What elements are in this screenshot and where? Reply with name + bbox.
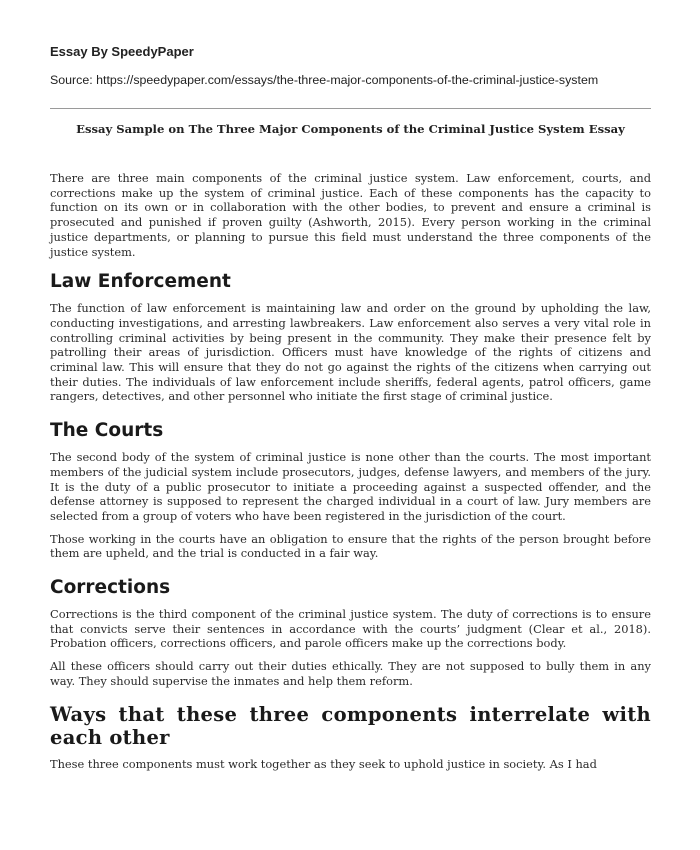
intro-paragraph: There are three main components of the criminal justice system. Law enforcement, courts, and corrections make up the system of criminal justice. Each of these components has the capacity to function on its own or in collaboration with the other bodies, to prevent and ensure a criminal is prosecuted and punished if proven guilty (Ashworth, 2015). Every person working in the criminal justice departments, or planning to pursue this field must understand the three components of the justice system. bbox=[50, 171, 651, 259]
essay-title: Essay Sample on The Three Major Components of the Criminal Justice System Essay bbox=[76, 122, 625, 136]
courts-paragraph-1: The second body of the system of criminal justice is none other than the courts. The most important members of the judicial system include prosecutors, judges, defense lawyers, and members of the jury. It is the duty of a public prosecutor to initiate a proceeding against a suspected offender, and the defense attorney is supposed to represent the charged individual in a court of law. Jury members are selected from a group of voters who have been registered in the jurisdiction of the court. bbox=[50, 450, 651, 523]
essay-author: Essay By SpeedyPaper bbox=[50, 44, 194, 59]
interrelate-paragraph: These three components must work together as they seek to uphold justice in society. As I had bbox=[50, 756, 597, 771]
corrections-paragraph-2: All these officers should carry out their duties ethically. They are not supposed to bully them in any way. They should supervise the inmates and help them reform. bbox=[50, 659, 651, 688]
courts-paragraph-2: Those working in the courts have an obligation to ensure that the rights of the person brought before them are upheld, and the trial is conducted in a fair way. bbox=[50, 531, 651, 561]
section-heading-law-enforcement: Law Enforcement bbox=[50, 271, 231, 293]
section-heading-interrelate: Ways that these three components interrelate with each other bbox=[50, 702, 651, 749]
law-enforcement-paragraph: The function of law enforcement is maintaining law and order on the ground by upholding the law, conducting investigations, and arresting lawbreakers. Law enforcement also serves a very vital role in controlling criminal activities by being present in the community. They make their presence felt by patrolling their areas of jurisdiction. Officers must have knowledge of the rights of citizens and criminal law. This will ensure that they do not go against the rights of the citizens when carrying out their duties. The individuals of law enforcement include sheriffs, federal agents, patrol officers, game rangers, detectives, and other personnel who initiate the first stage of criminal justice. bbox=[50, 301, 651, 404]
essay-body bbox=[50, 171, 651, 779]
section-heading-courts: The Courts bbox=[50, 420, 164, 442]
section-heading-corrections: Corrections bbox=[50, 577, 171, 599]
corrections-paragraph-1: Corrections is the third component of the criminal justice system. The duty of corrections is to ensure that convicts serve their sentences in accordance with the courts’ judgment (Clear et al., 2018). Probation officers, corrections officers, and parole officers make up the corrections body. bbox=[50, 607, 651, 651]
header-divider bbox=[50, 108, 651, 109]
essay-source-link[interactable]: Source: https://speedypaper.com/essays/the-three-major-components-of-the-criminal-justice-system bbox=[50, 73, 599, 87]
